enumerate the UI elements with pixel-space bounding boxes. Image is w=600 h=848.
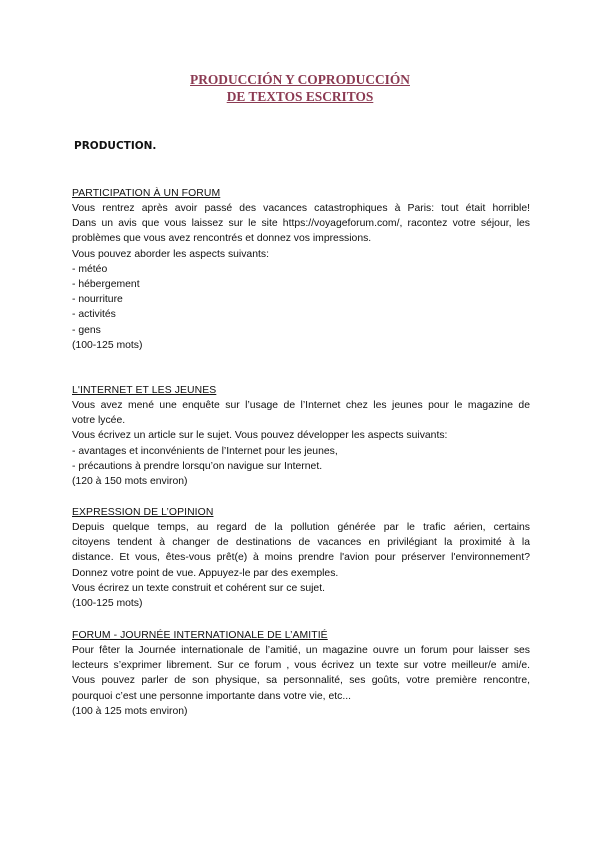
text-line: pourquoi c’est une personne importante dans votre vie, etc... (72, 690, 351, 702)
text-line: votre lycée. (72, 415, 126, 427)
word-count: (100-125 mots) (72, 598, 143, 610)
section-internet-jeunes (72, 383, 530, 489)
text-line: Vous écrivez un article sur le sujet. Vous pouvez développer les aspects suivants: (72, 430, 448, 442)
text-line: Vous avez mené une enquête sur l’usage de l’Internet chez les jeunes pour le magazine de (72, 400, 530, 411)
page-title (0, 71, 600, 105)
word-count: (100-125 mots) (72, 339, 143, 351)
page-title-line-1: PRODUCCIÓN Y COPRODUCCIÓN (190, 72, 410, 87)
list-item: - gens (72, 324, 101, 336)
text-line: Vous rentrez après avoir passé des vacances catastrophiques à Paris: tout était horrible! (72, 203, 530, 214)
list-item: - précautions à prendre lorsqu’on navigue sur Internet. (72, 460, 323, 472)
text-line: Pour fêter la Journée internationale de l’amitié, un magazine ouvre un forum pour laisser ses (72, 645, 530, 656)
section-journee-amitie (72, 628, 530, 719)
word-count: (120 à 150 mots environ) (72, 476, 188, 488)
list-item: - météo (72, 263, 108, 275)
text-line: Donnez votre point de vue. Appuyez-le par des exemples. (72, 567, 339, 579)
list-item: - activités (72, 309, 116, 321)
text-line: Vous écrirez un texte construit et cohérent sur ce sujet. (72, 582, 325, 594)
section-title: EXPRESSION DE L’OPINION (72, 507, 214, 518)
section-expression-opinion (72, 505, 530, 611)
text-line: Depuis quelque temps, au regard de la pollution générée par le trafic aérien, certains (72, 522, 530, 533)
section-forum-participation (72, 186, 530, 353)
section-title: FORUM - JOURNÉE INTERNATIONALE DE L’AMITIÉ (72, 630, 328, 641)
text-line: Vous pouvez parler de son physique, sa personnalité, ses goûts, votre première rencontre, (72, 675, 530, 687)
page-title-line-2: DE TEXTOS ESCRITOS (226, 89, 374, 104)
text-line: problèmes que vous avez rencontrés et donnez vos impressions. (72, 233, 372, 245)
list-item: - avantages et inconvénients de l’Internet pour les jeunes, (72, 445, 338, 457)
text-line: Dans un avis que vous laissez sur le site https://voyageforum.com/, racontez votre séjour, les (72, 218, 530, 230)
text-line: citoyens tendent à changer de destinations de vacances en privilégiant la proximité à la (72, 537, 530, 549)
word-count: (100 à 125 mots environ) (72, 705, 188, 717)
text-line: lecteurs s’exprimer librement. Sur ce forum , vous écrivez un texte sur votre meilleur/e ami/e. (72, 660, 530, 672)
text-line: distance. Et vous, êtes-vous prêt(e) à moins prendre l'avion pour préserver l'environnement? (72, 552, 530, 564)
list-item: - nourriture (72, 294, 123, 306)
production-heading: PRODUCTION. (74, 140, 157, 152)
list-item: - hébergement (72, 279, 140, 291)
text-line: Vous pouvez aborder les aspects suivants: (72, 248, 269, 260)
section-title: PARTICIPATION À UN FORUM (72, 188, 221, 199)
section-title: L'INTERNET ET LES JEUNES (72, 385, 217, 396)
